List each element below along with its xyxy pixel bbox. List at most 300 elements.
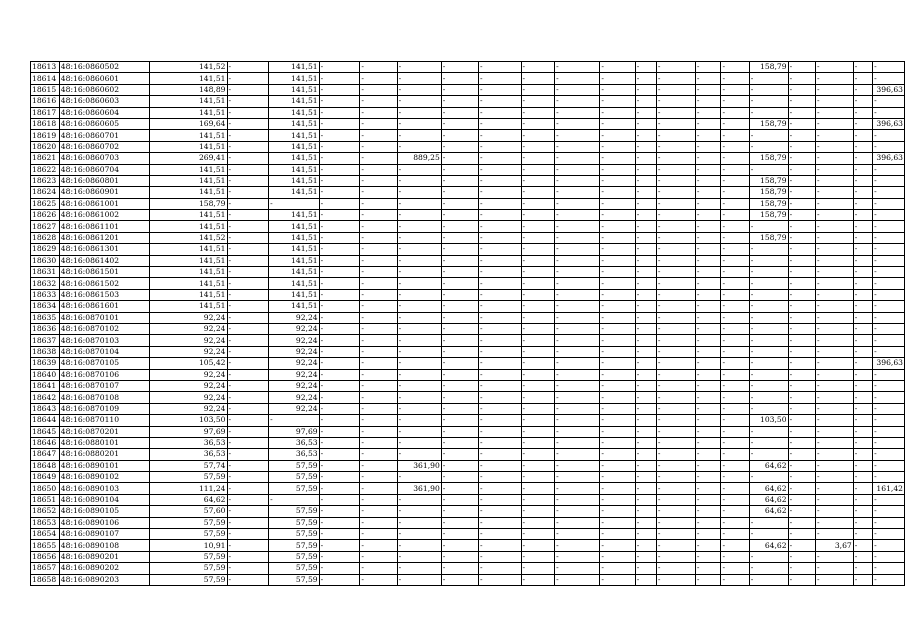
value-cell: -: [397, 289, 441, 300]
value-cell: 36,53: [150, 437, 227, 448]
cadastral-number-cell: 48:16:0860702: [59, 141, 149, 152]
row-number-cell: 18658: [31, 574, 60, 585]
value-cell: -: [555, 278, 600, 289]
value-cell: -: [227, 255, 269, 266]
value-cell: -: [521, 278, 555, 289]
value-cell: -: [555, 244, 600, 255]
value-cell: -: [749, 358, 788, 369]
value-cell: -: [695, 141, 721, 152]
value-cell: -: [521, 255, 555, 266]
value-cell: -: [873, 517, 905, 528]
cadastral-number-cell: 48:16:0861001: [59, 198, 149, 209]
value-cell: -: [788, 529, 815, 540]
value-cell: -: [788, 221, 815, 232]
value-cell: -: [478, 267, 521, 278]
value-cell: -: [478, 449, 521, 460]
value-cell: -: [600, 62, 635, 73]
value-cell: -: [319, 426, 360, 437]
cadastral-number-cell: 48:16:0890107: [59, 529, 149, 540]
value-cell: -: [721, 73, 749, 84]
row-number-cell: 18623: [31, 175, 60, 186]
value-cell: 141,51: [269, 255, 319, 266]
value-cell: -: [441, 96, 478, 107]
value-cell: -: [873, 267, 905, 278]
value-cell: -: [441, 187, 478, 198]
value-cell: -: [555, 506, 600, 517]
value-cell: 169,64: [150, 118, 227, 129]
value-cell: 141,51: [150, 130, 227, 141]
value-cell: -: [521, 449, 555, 460]
value-cell: -: [360, 62, 397, 73]
data-table: [30, 61, 905, 586]
value-cell: -: [656, 540, 695, 551]
row-number-cell: 18654: [31, 529, 60, 540]
value-cell: 158,79: [749, 175, 788, 186]
value-cell: -: [788, 210, 815, 221]
value-cell: -: [749, 130, 788, 141]
value-cell: -: [478, 221, 521, 232]
value-cell: -: [815, 472, 853, 483]
value-cell: -: [319, 84, 360, 95]
value-cell: -: [656, 403, 695, 414]
value-cell: -: [695, 175, 721, 186]
value-cell: 3,67: [815, 540, 853, 551]
value-cell: -: [441, 483, 478, 494]
value-cell: -: [521, 187, 555, 198]
table-row: [31, 403, 905, 414]
value-cell: -: [441, 392, 478, 403]
value-cell: -: [227, 369, 269, 380]
cadastral-number-cell: 48:16:0860603: [59, 96, 149, 107]
value-cell: -: [360, 301, 397, 312]
value-cell: -: [815, 62, 853, 73]
value-cell: -: [521, 323, 555, 334]
value-cell: -: [555, 369, 600, 380]
value-cell: -: [319, 289, 360, 300]
value-cell: -: [478, 130, 521, 141]
row-number-cell: 18632: [31, 278, 60, 289]
value-cell: -: [695, 335, 721, 346]
cadastral-number-cell: 48:16:0870103: [59, 335, 149, 346]
value-cell: -: [853, 403, 872, 414]
value-cell: -: [695, 289, 721, 300]
value-cell: 158,79: [749, 118, 788, 129]
value-cell: -: [478, 278, 521, 289]
value-cell: -: [360, 323, 397, 334]
value-cell: -: [749, 323, 788, 334]
value-cell: -: [788, 380, 815, 391]
value-cell: -: [656, 164, 695, 175]
value-cell: -: [635, 289, 656, 300]
value-cell: -: [600, 141, 635, 152]
table-row: [31, 449, 905, 460]
value-cell: -: [319, 403, 360, 414]
value-cell: -: [749, 267, 788, 278]
value-cell: 158,79: [749, 232, 788, 243]
value-cell: -: [656, 335, 695, 346]
row-number-cell: 18626: [31, 210, 60, 221]
value-cell: -: [521, 73, 555, 84]
value-cell: -: [227, 153, 269, 164]
cadastral-number-cell: 48:16:0870101: [59, 312, 149, 323]
value-cell: -: [815, 187, 853, 198]
value-cell: -: [749, 96, 788, 107]
value-cell: -: [555, 346, 600, 357]
value-cell: -: [555, 437, 600, 448]
value-cell: -: [269, 415, 319, 426]
value-cell: -: [521, 175, 555, 186]
value-cell: -: [853, 563, 872, 574]
value-cell: -: [873, 107, 905, 118]
value-cell: 141,52: [150, 232, 227, 243]
value-cell: -: [227, 210, 269, 221]
value-cell: -: [635, 62, 656, 73]
value-cell: -: [227, 289, 269, 300]
value-cell: -: [721, 312, 749, 323]
value-cell: 141,51: [269, 141, 319, 152]
value-cell: -: [360, 574, 397, 585]
value-cell: -: [788, 506, 815, 517]
table-row: [31, 494, 905, 505]
cadastral-number-cell: 48:16:0861002: [59, 210, 149, 221]
value-cell: -: [227, 529, 269, 540]
value-cell: -: [360, 529, 397, 540]
value-cell: -: [441, 358, 478, 369]
value-cell: -: [853, 380, 872, 391]
value-cell: 92,24: [150, 346, 227, 357]
row-number-cell: 18643: [31, 403, 60, 414]
value-cell: -: [478, 437, 521, 448]
cadastral-number-cell: 48:16:0890106: [59, 517, 149, 528]
value-cell: -: [319, 232, 360, 243]
value-cell: -: [227, 118, 269, 129]
value-cell: -: [749, 392, 788, 403]
value-cell: -: [749, 312, 788, 323]
value-cell: -: [721, 107, 749, 118]
value-cell: -: [873, 73, 905, 84]
value-cell: -: [788, 415, 815, 426]
row-number-cell: 18614: [31, 73, 60, 84]
value-cell: 105,42: [150, 358, 227, 369]
value-cell: -: [853, 187, 872, 198]
value-cell: -: [815, 267, 853, 278]
value-cell: -: [721, 255, 749, 266]
value-cell: -: [635, 141, 656, 152]
value-cell: -: [749, 472, 788, 483]
value-cell: -: [521, 358, 555, 369]
value-cell: -: [656, 267, 695, 278]
cadastral-number-cell: 48:16:0870106: [59, 369, 149, 380]
value-cell: -: [600, 198, 635, 209]
value-cell: -: [397, 198, 441, 209]
value-cell: -: [749, 551, 788, 562]
value-cell: 97,69: [269, 426, 319, 437]
value-cell: -: [635, 517, 656, 528]
value-cell: -: [721, 221, 749, 232]
value-cell: -: [656, 460, 695, 471]
value-cell: -: [227, 198, 269, 209]
value-cell: 396,63: [873, 118, 905, 129]
table-row: [31, 551, 905, 562]
value-cell: -: [853, 96, 872, 107]
value-cell: -: [555, 335, 600, 346]
value-cell: -: [656, 289, 695, 300]
value-cell: -: [788, 278, 815, 289]
table-row: [31, 210, 905, 221]
table-row: [31, 574, 905, 585]
value-cell: -: [227, 244, 269, 255]
cadastral-number-cell: 48:16:0890103: [59, 483, 149, 494]
value-cell: 141,51: [150, 164, 227, 175]
value-cell: -: [815, 358, 853, 369]
value-cell: -: [635, 506, 656, 517]
value-cell: -: [788, 403, 815, 414]
value-cell: -: [749, 563, 788, 574]
row-number-cell: 18645: [31, 426, 60, 437]
value-cell: -: [635, 483, 656, 494]
value-cell: -: [600, 335, 635, 346]
value-cell: 57,59: [150, 517, 227, 528]
value-cell: -: [815, 289, 853, 300]
value-cell: -: [695, 301, 721, 312]
value-cell: -: [635, 494, 656, 505]
value-cell: -: [815, 483, 853, 494]
value-cell: -: [360, 232, 397, 243]
value-cell: -: [478, 301, 521, 312]
value-cell: -: [521, 210, 555, 221]
value-cell: -: [749, 164, 788, 175]
value-cell: -: [227, 346, 269, 357]
table-row: [31, 267, 905, 278]
table-row: [31, 472, 905, 483]
value-cell: -: [695, 494, 721, 505]
value-cell: -: [600, 472, 635, 483]
value-cell: -: [521, 472, 555, 483]
value-cell: 141,51: [150, 244, 227, 255]
value-cell: -: [749, 255, 788, 266]
value-cell: -: [635, 529, 656, 540]
value-cell: -: [478, 506, 521, 517]
value-cell: -: [815, 403, 853, 414]
table-row: [31, 278, 905, 289]
value-cell: -: [441, 472, 478, 483]
value-cell: -: [695, 449, 721, 460]
value-cell: -: [721, 563, 749, 574]
row-number-cell: 18639: [31, 358, 60, 369]
value-cell: 64,62: [749, 483, 788, 494]
value-cell: 64,62: [749, 540, 788, 551]
value-cell: -: [695, 255, 721, 266]
value-cell: 57,59: [269, 574, 319, 585]
value-cell: -: [521, 244, 555, 255]
value-cell: -: [721, 289, 749, 300]
value-cell: -: [788, 84, 815, 95]
value-cell: -: [600, 267, 635, 278]
value-cell: -: [656, 244, 695, 255]
value-cell: -: [873, 574, 905, 585]
value-cell: -: [441, 118, 478, 129]
value-cell: -: [873, 460, 905, 471]
row-number-cell: 18616: [31, 96, 60, 107]
value-cell: -: [695, 483, 721, 494]
cadastral-number-cell: 48:16:0861601: [59, 301, 149, 312]
value-cell: -: [721, 187, 749, 198]
value-cell: -: [695, 369, 721, 380]
value-cell: -: [319, 187, 360, 198]
value-cell: -: [635, 301, 656, 312]
value-cell: 141,51: [150, 96, 227, 107]
value-cell: -: [815, 210, 853, 221]
value-cell: -: [227, 323, 269, 334]
value-cell: -: [227, 380, 269, 391]
value-cell: -: [656, 84, 695, 95]
value-cell: -: [695, 517, 721, 528]
cadastral-number-cell: 48:16:0860701: [59, 130, 149, 141]
value-cell: -: [478, 312, 521, 323]
value-cell: -: [555, 529, 600, 540]
value-cell: -: [319, 107, 360, 118]
value-cell: -: [521, 392, 555, 403]
value-cell: -: [873, 289, 905, 300]
value-cell: -: [853, 153, 872, 164]
value-cell: -: [635, 403, 656, 414]
value-cell: -: [815, 84, 853, 95]
value-cell: -: [749, 289, 788, 300]
value-cell: -: [478, 96, 521, 107]
value-cell: -: [788, 267, 815, 278]
cadastral-number-cell: 48:16:0860901: [59, 187, 149, 198]
value-cell: 97,69: [150, 426, 227, 437]
value-cell: -: [521, 460, 555, 471]
value-cell: -: [635, 267, 656, 278]
value-cell: -: [815, 130, 853, 141]
table-row: [31, 369, 905, 380]
value-cell: -: [478, 494, 521, 505]
value-cell: -: [441, 301, 478, 312]
value-cell: -: [397, 392, 441, 403]
value-cell: -: [600, 187, 635, 198]
row-number-cell: 18644: [31, 415, 60, 426]
value-cell: -: [815, 494, 853, 505]
table-row: [31, 563, 905, 574]
value-cell: -: [360, 221, 397, 232]
value-cell: -: [635, 255, 656, 266]
value-cell: -: [815, 153, 853, 164]
row-number-cell: 18640: [31, 369, 60, 380]
value-cell: -: [656, 118, 695, 129]
value-cell: -: [600, 312, 635, 323]
value-cell: -: [360, 73, 397, 84]
row-number-cell: 18634: [31, 301, 60, 312]
value-cell: -: [695, 221, 721, 232]
cadastral-number-cell: 48:16:0890202: [59, 563, 149, 574]
value-cell: 141,51: [150, 289, 227, 300]
table-row: [31, 437, 905, 448]
value-cell: -: [360, 153, 397, 164]
value-cell: -: [873, 301, 905, 312]
value-cell: -: [656, 369, 695, 380]
value-cell: -: [441, 312, 478, 323]
cadastral-number-cell: 48:16:0861502: [59, 278, 149, 289]
value-cell: -: [656, 494, 695, 505]
value-cell: -: [695, 118, 721, 129]
value-cell: 57,59: [269, 563, 319, 574]
value-cell: -: [853, 437, 872, 448]
value-cell: -: [721, 244, 749, 255]
value-cell: -: [853, 289, 872, 300]
value-cell: -: [521, 403, 555, 414]
row-number-cell: 18647: [31, 449, 60, 460]
value-cell: -: [478, 255, 521, 266]
value-cell: -: [555, 483, 600, 494]
value-cell: -: [635, 426, 656, 437]
cadastral-number-cell: 48:16:0870109: [59, 403, 149, 414]
row-number-cell: 18630: [31, 255, 60, 266]
value-cell: -: [521, 426, 555, 437]
value-cell: -: [555, 153, 600, 164]
value-cell: 36,53: [269, 449, 319, 460]
value-cell: -: [555, 494, 600, 505]
value-cell: -: [319, 278, 360, 289]
value-cell: -: [815, 346, 853, 357]
value-cell: -: [397, 449, 441, 460]
value-cell: -: [656, 415, 695, 426]
value-cell: 141,51: [269, 118, 319, 129]
value-cell: -: [478, 335, 521, 346]
row-number-cell: 18637: [31, 335, 60, 346]
cadastral-number-cell: 48:16:0860601: [59, 73, 149, 84]
value-cell: -: [319, 369, 360, 380]
value-cell: -: [397, 278, 441, 289]
value-cell: -: [695, 210, 721, 221]
value-cell: -: [397, 415, 441, 426]
value-cell: -: [815, 255, 853, 266]
value-cell: 141,51: [269, 73, 319, 84]
table-row: [31, 392, 905, 403]
value-cell: 36,53: [150, 449, 227, 460]
table-row: [31, 483, 905, 494]
value-cell: -: [873, 96, 905, 107]
value-cell: -: [635, 346, 656, 357]
value-cell: -: [656, 574, 695, 585]
value-cell: -: [521, 118, 555, 129]
table-row: [31, 107, 905, 118]
value-cell: -: [600, 437, 635, 448]
value-cell: -: [319, 483, 360, 494]
value-cell: -: [555, 426, 600, 437]
value-cell: -: [721, 198, 749, 209]
value-cell: -: [478, 574, 521, 585]
value-cell: -: [319, 267, 360, 278]
value-cell: -: [695, 62, 721, 73]
value-cell: -: [397, 175, 441, 186]
value-cell: -: [319, 323, 360, 334]
value-cell: 92,24: [269, 369, 319, 380]
value-cell: -: [873, 415, 905, 426]
value-cell: -: [441, 198, 478, 209]
value-cell: -: [721, 267, 749, 278]
row-number-cell: 18615: [31, 84, 60, 95]
value-cell: -: [397, 517, 441, 528]
value-cell: 92,24: [269, 312, 319, 323]
value-cell: -: [749, 335, 788, 346]
value-cell: 92,24: [150, 403, 227, 414]
value-cell: -: [555, 323, 600, 334]
value-cell: -: [360, 84, 397, 95]
value-cell: -: [695, 506, 721, 517]
value-cell: -: [600, 540, 635, 551]
value-cell: -: [635, 312, 656, 323]
